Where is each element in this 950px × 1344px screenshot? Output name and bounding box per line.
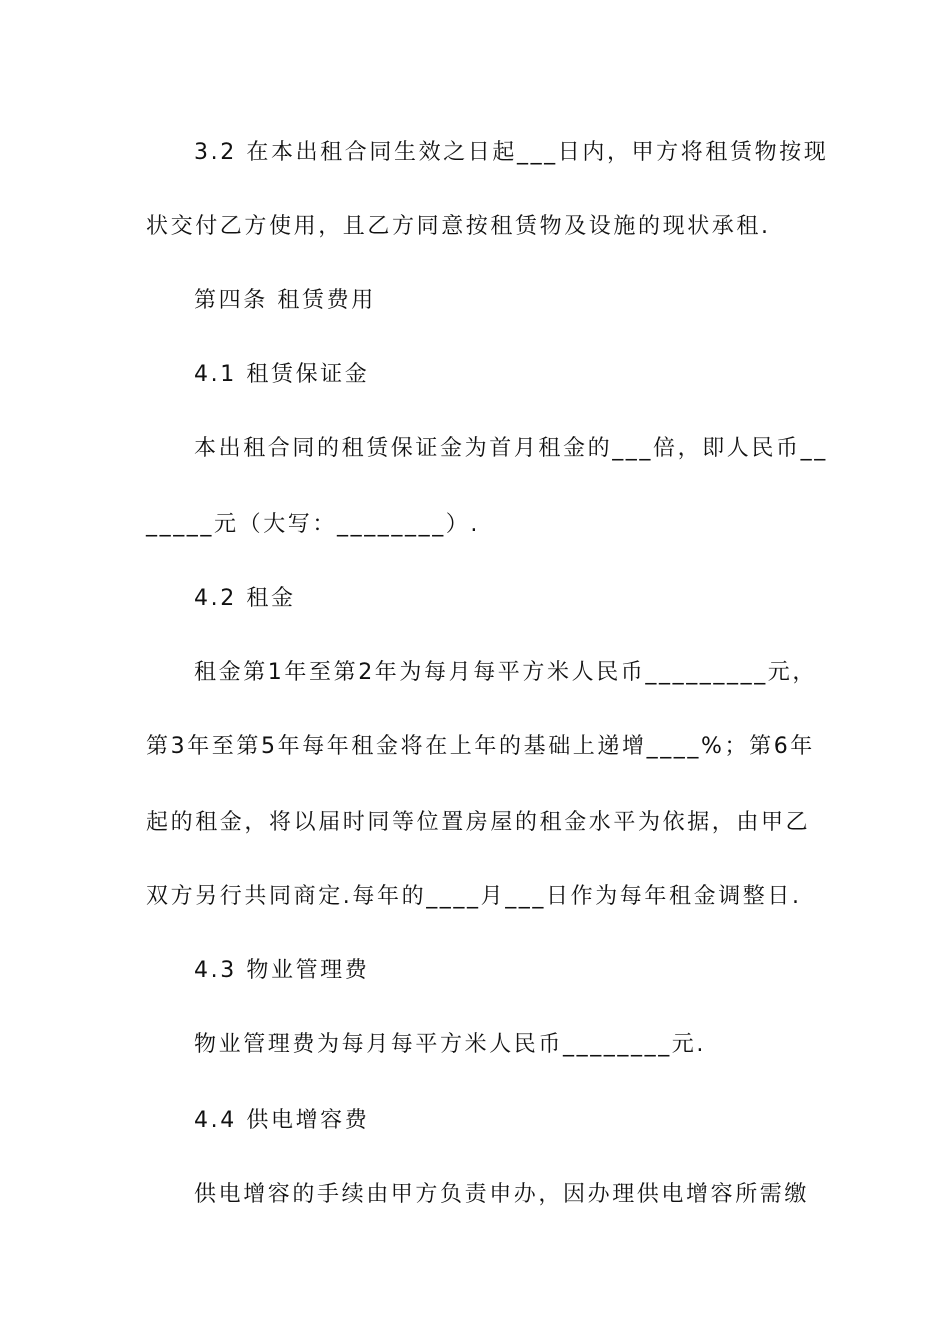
power-capacity-line-1: 供电增容的手续由甲方负责申办，因办理供电增容所需缴 xyxy=(194,1182,810,1207)
rent-line-2: 第3年至第5年每年租金将在上年的基础上递增____%；第6年 xyxy=(146,734,815,759)
section-4-2-heading: 4.2 租金 xyxy=(194,586,296,611)
property-fee-line: 物业管理费为每月每平方米人民币________元. xyxy=(194,1032,706,1057)
rent-line-3: 起的租金，将以届时同等位置房屋的租金水平为依据，由甲乙 xyxy=(146,810,811,835)
clause-3-2-line-1: 3.2 在本出租合同生效之日起___日内，甲方将租赁物按现 xyxy=(194,140,829,165)
clause-3-2-line-2: 状交付乙方使用，且乙方同意按租赁物及设施的现状承租. xyxy=(146,214,771,239)
rent-line-4: 双方另行共同商定.每年的____月___日作为每年租金调整日. xyxy=(146,884,802,909)
section-4-3-heading: 4.3 物业管理费 xyxy=(194,958,370,983)
rent-line-1: 租金第1年至第2年为每月每平方米人民币_________元， xyxy=(194,660,817,685)
article-4-heading: 第四条 租赁费用 xyxy=(194,288,376,313)
deposit-line-2: _____元（大写：________）. xyxy=(146,512,480,537)
section-4-4-heading: 4.4 供电增容费 xyxy=(194,1108,370,1133)
section-4-1-heading: 4.1 租赁保证金 xyxy=(194,362,370,387)
deposit-line-1: 本出租合同的租赁保证金为首月租金的___倍，即人民币__ xyxy=(194,436,828,461)
